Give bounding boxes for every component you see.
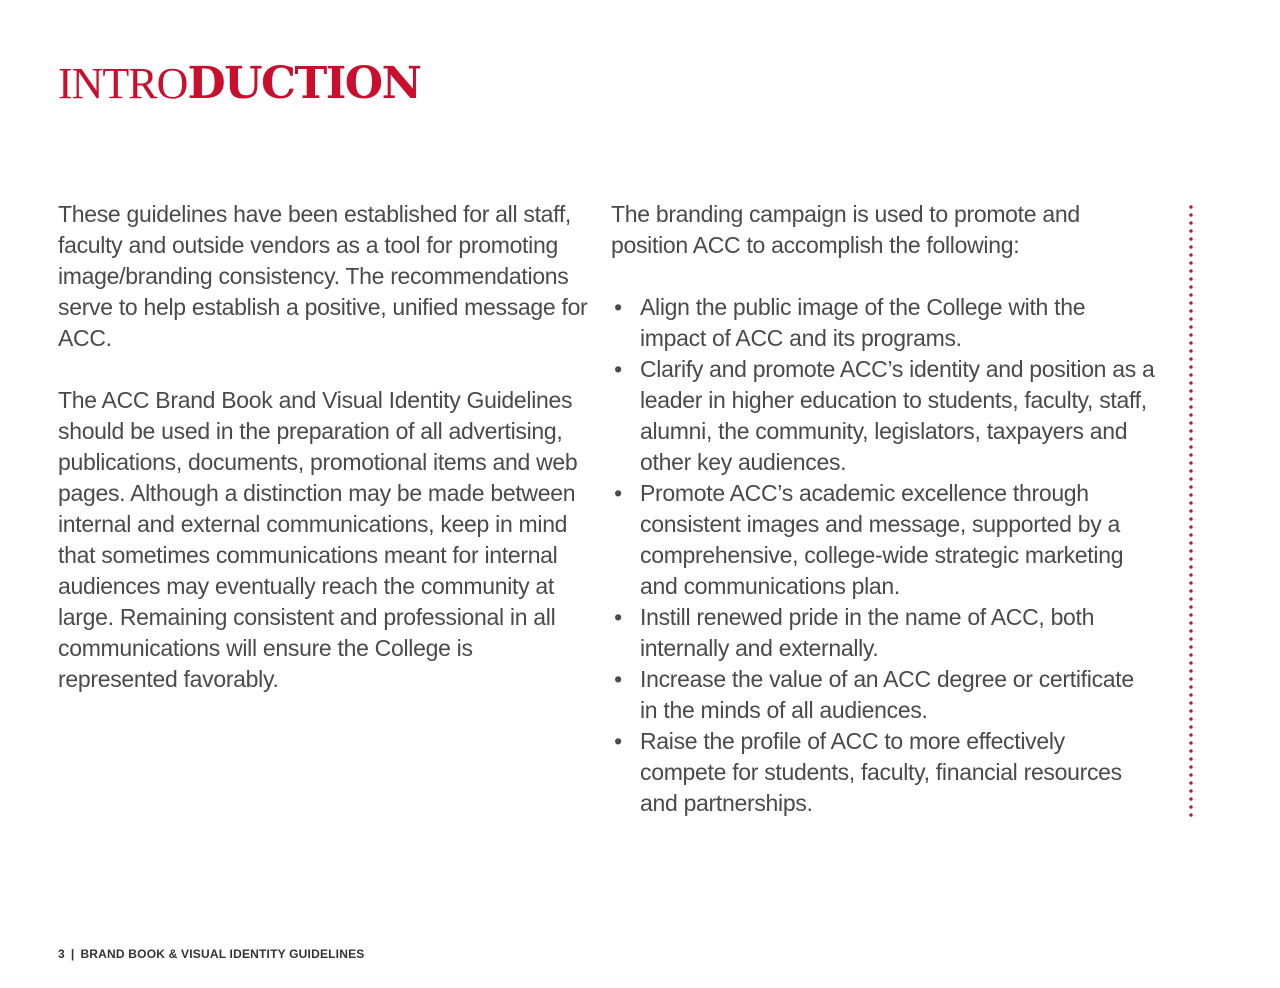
bullet-icon: • — [614, 728, 622, 754]
dotted-divider — [1189, 203, 1193, 819]
list-item — [611, 478, 1156, 602]
document-title: BRAND BOOK & VISUAL IDENTITY GUIDELINES — [80, 947, 365, 961]
left-column — [58, 199, 598, 695]
list-item-text: Raise the profile of ACC to more effectively compete for students, faculty, financial resources and partnerships. — [640, 728, 1122, 816]
bullet-icon: • — [614, 294, 622, 320]
bullet-icon: • — [614, 666, 622, 692]
page-footer — [58, 946, 364, 962]
list-item — [611, 664, 1156, 726]
page-number: 3 — [58, 947, 65, 961]
list-item — [611, 354, 1156, 478]
list-item — [611, 292, 1156, 354]
list-item-text: Instill renewed pride in the name of ACC, both internally and externally. — [640, 604, 1095, 661]
list-item-text: Promote ACC’s academic excellence through consistent images and message, supported by a comprehensive, college-wide strategic marketing and communications plan. — [640, 480, 1124, 599]
footer-separator: | — [70, 947, 75, 961]
list-item-text: Increase the value of an ACC degree or certificate in the minds of all audiences. — [640, 666, 1134, 723]
page-title-light: INTRO — [58, 59, 188, 108]
bullet-icon: • — [614, 356, 622, 382]
list-item — [611, 602, 1156, 664]
bullet-icon: • — [614, 480, 622, 506]
paragraph-brand-book-usage: The ACC Brand Book and Visual Identity Guidelines should be used in the preparation of all advertising, publications, documents, promotional items and web pages. Although a distinction may be made between internal and external communications, keep in mind that sometimes communications meant for internal audiences may eventually reach the community at large. Remaining consistent and professional in all communications will ensure the College is represented favorably. — [58, 387, 578, 692]
paragraph-guidelines-purpose: These guidelines have been established for all staff, faculty and outside vendors as a tool for promoting image/branding consistency. The recommendations serve to help establish a positive, unified message for ACC. — [58, 201, 588, 351]
campaign-goals-list — [611, 292, 1156, 819]
list-item — [611, 726, 1156, 819]
list-item-text: Clarify and promote ACC’s identity and position as a leader in higher education to students, faculty, staff, alumni, the community, legislators, taxpayers and other key audiences. — [640, 356, 1155, 475]
right-column — [611, 199, 1156, 819]
page-title-bold: DUCTION — [187, 58, 421, 109]
branding-campaign-intro: The branding campaign is used to promote and position ACC to accomplish the following: — [611, 201, 1080, 258]
bullet-icon: • — [614, 604, 622, 630]
list-item-text: Align the public image of the College with the impact of ACC and its programs. — [640, 294, 1086, 351]
page-title — [58, 58, 420, 110]
